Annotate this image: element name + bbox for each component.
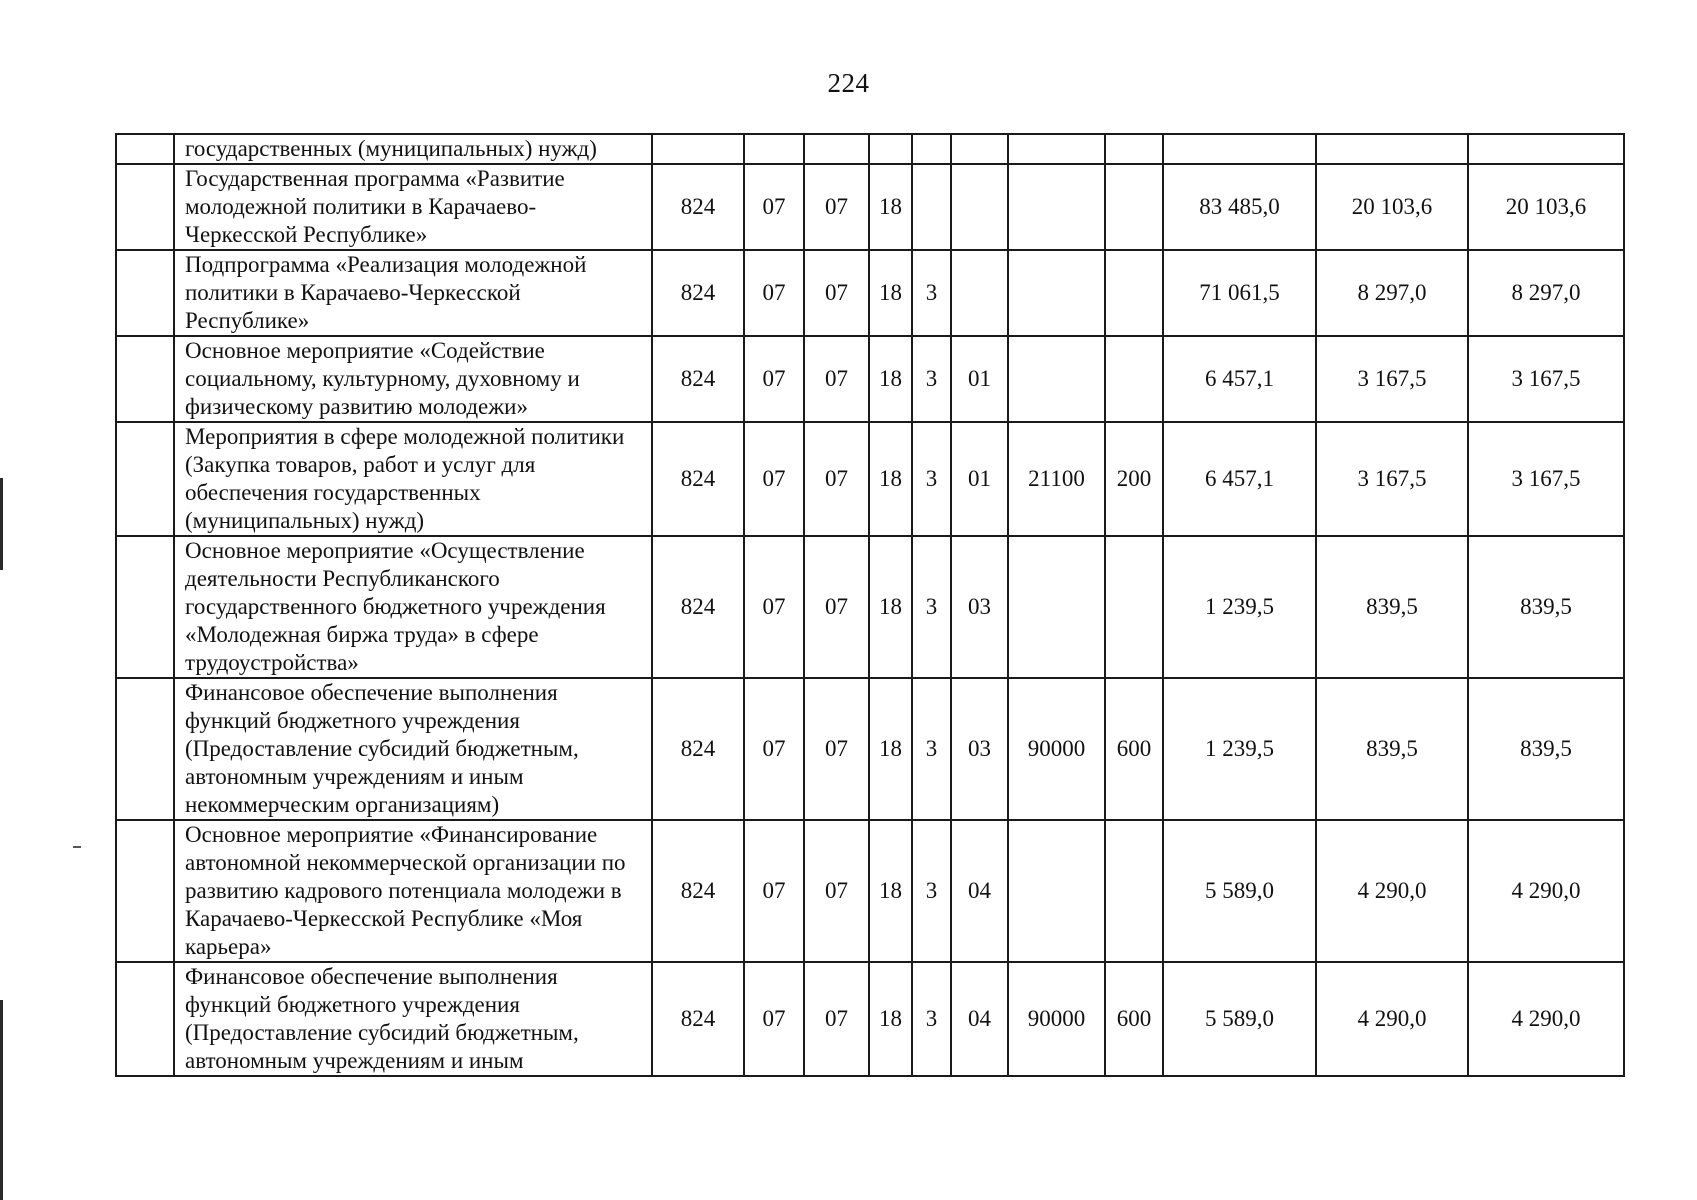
expense-type-cell	[1105, 536, 1163, 678]
amount-year-1-cell: 71 061,5	[1163, 250, 1316, 336]
direction-code-cell: 90000	[1008, 678, 1105, 820]
item-name-cell: Финансовое обеспечение выполнения функций бюджетного учреждения (Предоставление субсидий бюджетным, автономным учреждениям и иным	[174, 962, 652, 1076]
direction-code-cell: 21100	[1008, 422, 1105, 536]
table-row	[116, 336, 1624, 422]
table-body	[116, 134, 1624, 1076]
amount-year-2-cell: 8 297,0	[1316, 250, 1468, 336]
subprogram-code-cell: 3	[912, 336, 951, 422]
ministry-code-cell: 824	[652, 422, 744, 536]
subprogram-code-cell: 3	[912, 250, 951, 336]
expense-type-cell	[1105, 164, 1163, 250]
subsection-code-cell: 07	[804, 336, 869, 422]
subsection-code-cell: 07	[804, 962, 869, 1076]
item-name-cell: Мероприятия в сфере молодежной политики (Закупка товаров, работ и услуг для обеспечения государственных (муниципальных) нужд)	[174, 422, 652, 536]
subsection-code-cell: 07	[804, 820, 869, 962]
item-name-cell: Государственная программа «Развитие молодежной политики в Карачаево-Черкесской Республике»	[174, 164, 652, 250]
program-code-cell: 18	[869, 962, 912, 1076]
ministry-code-cell: 824	[652, 250, 744, 336]
subprogram-code-cell: 3	[912, 820, 951, 962]
row-index-cell	[116, 250, 174, 336]
program-code-cell: 18	[869, 336, 912, 422]
item-name-cell: Основное мероприятие «Финансирование автономной некоммерческой организации по развитию кадрового потенциала молодежи в Карачаево-Черкесской Республике «Моя карьера»	[174, 820, 652, 962]
amount-year-3-cell	[1468, 134, 1624, 164]
ministry-code-cell	[652, 134, 744, 164]
ministry-code-cell: 824	[652, 336, 744, 422]
event-code-cell: 03	[951, 678, 1008, 820]
item-name-cell: Финансовое обеспечение выполнения функций бюджетного учреждения (Предоставление субсидий бюджетным, автономным учреждениям и иным некоммерческим организациям)	[174, 678, 652, 820]
table-row	[116, 250, 1624, 336]
subsection-code-cell: 07	[804, 422, 869, 536]
row-index-cell	[116, 422, 174, 536]
expense-type-cell: 600	[1105, 962, 1163, 1076]
scan-edge-mark	[0, 478, 3, 570]
row-index-cell	[116, 134, 174, 164]
amount-year-1-cell: 83 485,0	[1163, 164, 1316, 250]
section-code-cell: 07	[744, 962, 804, 1076]
ministry-code-cell: 824	[652, 820, 744, 962]
amount-year-3-cell: 4 290,0	[1468, 820, 1624, 962]
direction-code-cell	[1008, 134, 1105, 164]
amount-year-2-cell: 4 290,0	[1316, 820, 1468, 962]
item-name-cell: Подпрограмма «Реализация молодежной политики в Карачаево-Черкесской Республике»	[174, 250, 652, 336]
direction-code-cell	[1008, 820, 1105, 962]
amount-year-1-cell	[1163, 134, 1316, 164]
expense-type-cell	[1105, 820, 1163, 962]
event-code-cell	[951, 250, 1008, 336]
amount-year-2-cell	[1316, 134, 1468, 164]
program-code-cell: 18	[869, 164, 912, 250]
ministry-code-cell: 824	[652, 962, 744, 1076]
row-index-cell	[116, 820, 174, 962]
amount-year-3-cell: 20 103,6	[1468, 164, 1624, 250]
expense-type-cell	[1105, 250, 1163, 336]
amount-year-3-cell: 3 167,5	[1468, 422, 1624, 536]
event-code-cell: 03	[951, 536, 1008, 678]
amount-year-2-cell: 3 167,5	[1316, 336, 1468, 422]
event-code-cell: 04	[951, 962, 1008, 1076]
amount-year-2-cell: 839,5	[1316, 536, 1468, 678]
section-code-cell: 07	[744, 678, 804, 820]
subprogram-code-cell: 3	[912, 422, 951, 536]
section-code-cell: 07	[744, 820, 804, 962]
section-code-cell: 07	[744, 336, 804, 422]
table-row	[116, 164, 1624, 250]
subprogram-code-cell: 3	[912, 536, 951, 678]
program-code-cell: 18	[869, 678, 912, 820]
scan-speck	[73, 846, 81, 848]
amount-year-1-cell: 5 589,0	[1163, 820, 1316, 962]
item-name-cell: государственных (муниципальных) нужд)	[174, 134, 652, 164]
expense-type-cell: 600	[1105, 678, 1163, 820]
subprogram-code-cell: 3	[912, 678, 951, 820]
table-row	[116, 962, 1624, 1076]
row-index-cell	[116, 164, 174, 250]
event-code-cell: 01	[951, 422, 1008, 536]
amount-year-1-cell: 6 457,1	[1163, 422, 1316, 536]
amount-year-3-cell: 839,5	[1468, 678, 1624, 820]
table-row	[116, 820, 1624, 962]
amount-year-2-cell: 3 167,5	[1316, 422, 1468, 536]
program-code-cell: 18	[869, 820, 912, 962]
expense-type-cell: 200	[1105, 422, 1163, 536]
subprogram-code-cell	[912, 164, 951, 250]
amount-year-2-cell: 839,5	[1316, 678, 1468, 820]
amount-year-3-cell: 3 167,5	[1468, 336, 1624, 422]
amount-year-3-cell: 8 297,0	[1468, 250, 1624, 336]
program-code-cell: 18	[869, 422, 912, 536]
row-index-cell	[116, 336, 174, 422]
section-code-cell: 07	[744, 422, 804, 536]
amount-year-1-cell: 5 589,0	[1163, 962, 1316, 1076]
program-code-cell: 18	[869, 250, 912, 336]
direction-code-cell	[1008, 336, 1105, 422]
table-row	[116, 422, 1624, 536]
program-code-cell	[869, 134, 912, 164]
direction-code-cell	[1008, 164, 1105, 250]
amount-year-3-cell: 4 290,0	[1468, 962, 1624, 1076]
section-code-cell	[744, 134, 804, 164]
section-code-cell: 07	[744, 164, 804, 250]
event-code-cell: 01	[951, 336, 1008, 422]
row-index-cell	[116, 678, 174, 820]
subprogram-code-cell: 3	[912, 962, 951, 1076]
subsection-code-cell: 07	[804, 678, 869, 820]
page-number: 224	[827, 68, 870, 98]
subsection-code-cell: 07	[804, 164, 869, 250]
event-code-cell	[951, 134, 1008, 164]
row-index-cell	[116, 536, 174, 678]
program-code-cell: 18	[869, 536, 912, 678]
amount-year-1-cell: 1 239,5	[1163, 678, 1316, 820]
subprogram-code-cell	[912, 134, 951, 164]
expense-type-cell	[1105, 134, 1163, 164]
direction-code-cell	[1008, 250, 1105, 336]
section-code-cell: 07	[744, 536, 804, 678]
table-row	[116, 678, 1624, 820]
subsection-code-cell: 07	[804, 250, 869, 336]
section-code-cell: 07	[744, 250, 804, 336]
amount-year-1-cell: 1 239,5	[1163, 536, 1316, 678]
ministry-code-cell: 824	[652, 164, 744, 250]
row-index-cell	[116, 962, 174, 1076]
amount-year-3-cell: 839,5	[1468, 536, 1624, 678]
item-name-cell: Основное мероприятие «Содействие социальному, культурному, духовному и физическому развитию молодежи»	[174, 336, 652, 422]
budget-table	[115, 133, 1625, 1077]
amount-year-1-cell: 6 457,1	[1163, 336, 1316, 422]
subsection-code-cell	[804, 134, 869, 164]
expense-type-cell	[1105, 336, 1163, 422]
direction-code-cell	[1008, 536, 1105, 678]
subsection-code-cell: 07	[804, 536, 869, 678]
amount-year-2-cell: 4 290,0	[1316, 962, 1468, 1076]
amount-year-2-cell: 20 103,6	[1316, 164, 1468, 250]
event-code-cell: 04	[951, 820, 1008, 962]
ministry-code-cell: 824	[652, 678, 744, 820]
event-code-cell	[951, 164, 1008, 250]
table-row	[116, 536, 1624, 678]
table-row	[116, 134, 1624, 164]
direction-code-cell: 90000	[1008, 962, 1105, 1076]
scan-edge-mark	[0, 1000, 3, 1200]
item-name-cell: Основное мероприятие «Осуществление деятельности Республиканского государственного бюджетного учреждения «Молодежная биржа труда» в сфере трудоустройства»	[174, 536, 652, 678]
ministry-code-cell: 824	[652, 536, 744, 678]
